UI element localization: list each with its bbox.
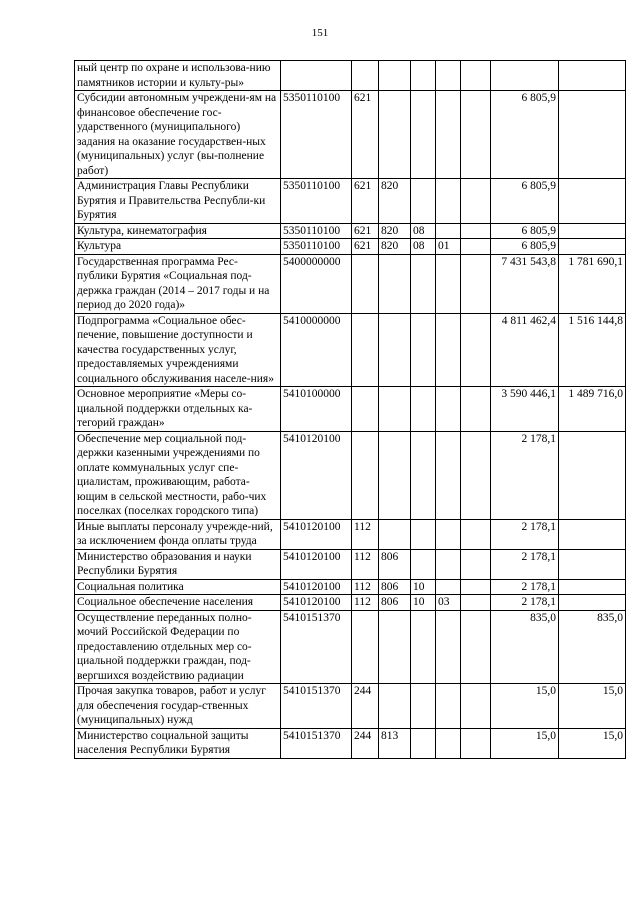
table-row <box>75 431 626 519</box>
amount-cell-2: 15,0 <box>559 728 626 758</box>
administrator-cell: 806 <box>379 549 411 579</box>
subsection-cell: 01 <box>436 239 461 255</box>
table-row <box>75 223 626 239</box>
target-code-cell: 5410100000 <box>281 387 352 432</box>
expense-type-cell: 621 <box>352 91 379 179</box>
subsection-cell <box>436 549 461 579</box>
amount-cell-1: 2 178,1 <box>491 595 559 611</box>
table-row <box>75 728 626 758</box>
subsection-cell <box>436 431 461 519</box>
administrator-cell <box>379 254 411 313</box>
row-name-cell: Администрация Главы Республики Бурятия и Правительства Республи-ки Бурятия <box>75 179 281 224</box>
amount-cell-2 <box>559 239 626 255</box>
administrator-cell <box>379 313 411 387</box>
row-name-cell: ный центр по охране и использова-нию памятников истории и культу-ры» <box>75 61 281 91</box>
administrator-cell: 806 <box>379 579 411 595</box>
target-code-cell: 5350110100 <box>281 91 352 179</box>
row-name-cell: Прочая закупка товаров, работ и услуг для обеспечения государ-ственных (муниципальных) нужд <box>75 684 281 729</box>
amount-cell-2: 1 781 690,1 <box>559 254 626 313</box>
expense-type-cell: 112 <box>352 549 379 579</box>
amount-cell-1: 2 178,1 <box>491 549 559 579</box>
empty-cell <box>461 239 491 255</box>
section-cell <box>411 91 436 179</box>
table-row <box>75 254 626 313</box>
expense-type-cell <box>352 313 379 387</box>
amount-cell-1: 7 431 543,8 <box>491 254 559 313</box>
row-name-cell: Основное мероприятие «Меры со-циальной поддержки отдельных ка-тегорий граждан» <box>75 387 281 432</box>
table-row <box>75 549 626 579</box>
amount-cell-1: 835,0 <box>491 610 559 684</box>
target-code-cell: 5400000000 <box>281 254 352 313</box>
empty-cell <box>461 431 491 519</box>
subsection-cell <box>436 223 461 239</box>
row-name-cell: Социальная политика <box>75 579 281 595</box>
target-code-cell: 5410120100 <box>281 519 352 549</box>
target-code-cell: 5410120100 <box>281 579 352 595</box>
administrator-cell <box>379 61 411 91</box>
subsection-cell: 03 <box>436 595 461 611</box>
administrator-cell <box>379 387 411 432</box>
subsection-cell <box>436 579 461 595</box>
amount-cell-2 <box>559 549 626 579</box>
section-cell <box>411 313 436 387</box>
administrator-cell <box>379 91 411 179</box>
expense-type-cell <box>352 254 379 313</box>
amount-cell-2 <box>559 91 626 179</box>
amount-cell-2: 15,0 <box>559 684 626 729</box>
subsection-cell <box>436 728 461 758</box>
amount-cell-2: 1 489 716,0 <box>559 387 626 432</box>
expense-type-cell <box>352 431 379 519</box>
amount-cell-2: 835,0 <box>559 610 626 684</box>
subsection-cell <box>436 179 461 224</box>
empty-cell <box>461 387 491 432</box>
table-row <box>75 610 626 684</box>
empty-cell <box>461 684 491 729</box>
page-number: 151 <box>311 27 329 39</box>
budget-table <box>74 60 626 759</box>
subsection-cell <box>436 519 461 549</box>
section-cell: 08 <box>411 239 436 255</box>
section-cell <box>411 519 436 549</box>
target-code-cell: 5410000000 <box>281 313 352 387</box>
target-code-cell: 5410120100 <box>281 595 352 611</box>
table-row <box>75 61 626 91</box>
empty-cell <box>461 61 491 91</box>
subsection-cell <box>436 254 461 313</box>
empty-cell <box>461 179 491 224</box>
administrator-cell <box>379 431 411 519</box>
row-name-cell: Иные выплаты персоналу учрежде-ний, за исключением фонда оплаты труда <box>75 519 281 549</box>
section-cell: 08 <box>411 223 436 239</box>
amount-cell-1: 6 805,9 <box>491 179 559 224</box>
amount-cell-2 <box>559 595 626 611</box>
amount-cell-1: 6 805,9 <box>491 239 559 255</box>
row-name-cell: Государственная программа Рес-публики Бурятия «Социальная под-держка граждан (2014 – 2017 годы и на период до 2020 года)» <box>75 254 281 313</box>
subsection-cell <box>436 684 461 729</box>
expense-type-cell: 621 <box>352 179 379 224</box>
table-row <box>75 387 626 432</box>
row-name-cell: Осуществление переданных полно-мочий Российской Федерации по предоставлению отдельных мер со-циальной поддержки граждан, под-вергшихся воздействию радиации <box>75 610 281 684</box>
target-code-cell: 5410151370 <box>281 684 352 729</box>
table-row <box>75 595 626 611</box>
row-name-cell: Министерство образования и науки Республики Бурятия <box>75 549 281 579</box>
administrator-cell: 820 <box>379 179 411 224</box>
target-code-cell: 5350110100 <box>281 223 352 239</box>
section-cell <box>411 254 436 313</box>
amount-cell-1: 2 178,1 <box>491 519 559 549</box>
administrator-cell: 806 <box>379 595 411 611</box>
section-cell: 10 <box>411 595 436 611</box>
section-cell <box>411 684 436 729</box>
table-row <box>75 684 626 729</box>
administrator-cell <box>379 519 411 549</box>
row-name-cell: Культура <box>75 239 281 255</box>
expense-type-cell <box>352 387 379 432</box>
target-code-cell: 5410151370 <box>281 728 352 758</box>
subsection-cell <box>436 387 461 432</box>
row-name-cell: Культура, кинематография <box>75 223 281 239</box>
table-row <box>75 519 626 549</box>
expense-type-cell: 112 <box>352 595 379 611</box>
empty-cell <box>461 728 491 758</box>
expense-type-cell: 621 <box>352 223 379 239</box>
target-code-cell: 5410151370 <box>281 610 352 684</box>
empty-cell <box>461 313 491 387</box>
empty-cell <box>461 549 491 579</box>
expense-type-cell <box>352 61 379 91</box>
administrator-cell <box>379 610 411 684</box>
section-cell <box>411 728 436 758</box>
amount-cell-1: 3 590 446,1 <box>491 387 559 432</box>
section-cell <box>411 610 436 684</box>
row-name-cell: Субсидии автономным учреждени-ям на финансовое обеспечение гос-ударственного (муниципального) задания на оказание государствен-ных (муниципальных) услуг (вы-полнение работ) <box>75 91 281 179</box>
amount-cell-2 <box>559 431 626 519</box>
empty-cell <box>461 579 491 595</box>
table-row <box>75 91 626 179</box>
section-cell <box>411 549 436 579</box>
empty-cell <box>461 254 491 313</box>
section-cell: 10 <box>411 579 436 595</box>
empty-cell <box>461 91 491 179</box>
amount-cell-2 <box>559 223 626 239</box>
amount-cell-1: 4 811 462,4 <box>491 313 559 387</box>
amount-cell-2: 1 516 144,8 <box>559 313 626 387</box>
target-code-cell: 5350110100 <box>281 239 352 255</box>
section-cell <box>411 431 436 519</box>
target-code-cell <box>281 61 352 91</box>
target-code-cell: 5410120100 <box>281 431 352 519</box>
amount-cell-2 <box>559 579 626 595</box>
subsection-cell <box>436 61 461 91</box>
amount-cell-1: 6 805,9 <box>491 91 559 179</box>
administrator-cell <box>379 684 411 729</box>
expense-type-cell: 621 <box>352 239 379 255</box>
row-name-cell: Подпрограмма «Социальное обес-печение, повышение доступности и качества государственных услуг, предоставляемых учреждениями социального обслуживания населе-ния» <box>75 313 281 387</box>
expense-type-cell: 244 <box>352 728 379 758</box>
section-cell <box>411 61 436 91</box>
amount-cell-2 <box>559 61 626 91</box>
row-name-cell: Министерство социальной защиты населения Республики Бурятия <box>75 728 281 758</box>
amount-cell-1: 15,0 <box>491 728 559 758</box>
empty-cell <box>461 519 491 549</box>
administrator-cell: 813 <box>379 728 411 758</box>
target-code-cell: 5350110100 <box>281 179 352 224</box>
amount-cell-2 <box>559 179 626 224</box>
table-row <box>75 239 626 255</box>
amount-cell-1: 6 805,9 <box>491 223 559 239</box>
amount-cell-1 <box>491 61 559 91</box>
section-cell <box>411 387 436 432</box>
empty-cell <box>461 595 491 611</box>
administrator-cell: 820 <box>379 223 411 239</box>
amount-cell-2 <box>559 519 626 549</box>
expense-type-cell: 112 <box>352 519 379 549</box>
empty-cell <box>461 223 491 239</box>
amount-cell-1: 15,0 <box>491 684 559 729</box>
empty-cell <box>461 610 491 684</box>
expense-type-cell: 244 <box>352 684 379 729</box>
subsection-cell <box>436 91 461 179</box>
expense-type-cell <box>352 610 379 684</box>
expense-type-cell: 112 <box>352 579 379 595</box>
subsection-cell <box>436 610 461 684</box>
table-row <box>75 313 626 387</box>
table-row <box>75 579 626 595</box>
amount-cell-1: 2 178,1 <box>491 431 559 519</box>
administrator-cell: 820 <box>379 239 411 255</box>
row-name-cell: Обеспечение мер социальной под-держки казенными учреждениями по оплате коммунальных услуг спе-циалистам, проживающим, работа-ющим в сельской местности, рабо-чих поселках (поселках городского типа) <box>75 431 281 519</box>
target-code-cell: 5410120100 <box>281 549 352 579</box>
subsection-cell <box>436 313 461 387</box>
row-name-cell: Социальное обеспечение населения <box>75 595 281 611</box>
amount-cell-1: 2 178,1 <box>491 579 559 595</box>
section-cell <box>411 179 436 224</box>
table-row <box>75 179 626 224</box>
